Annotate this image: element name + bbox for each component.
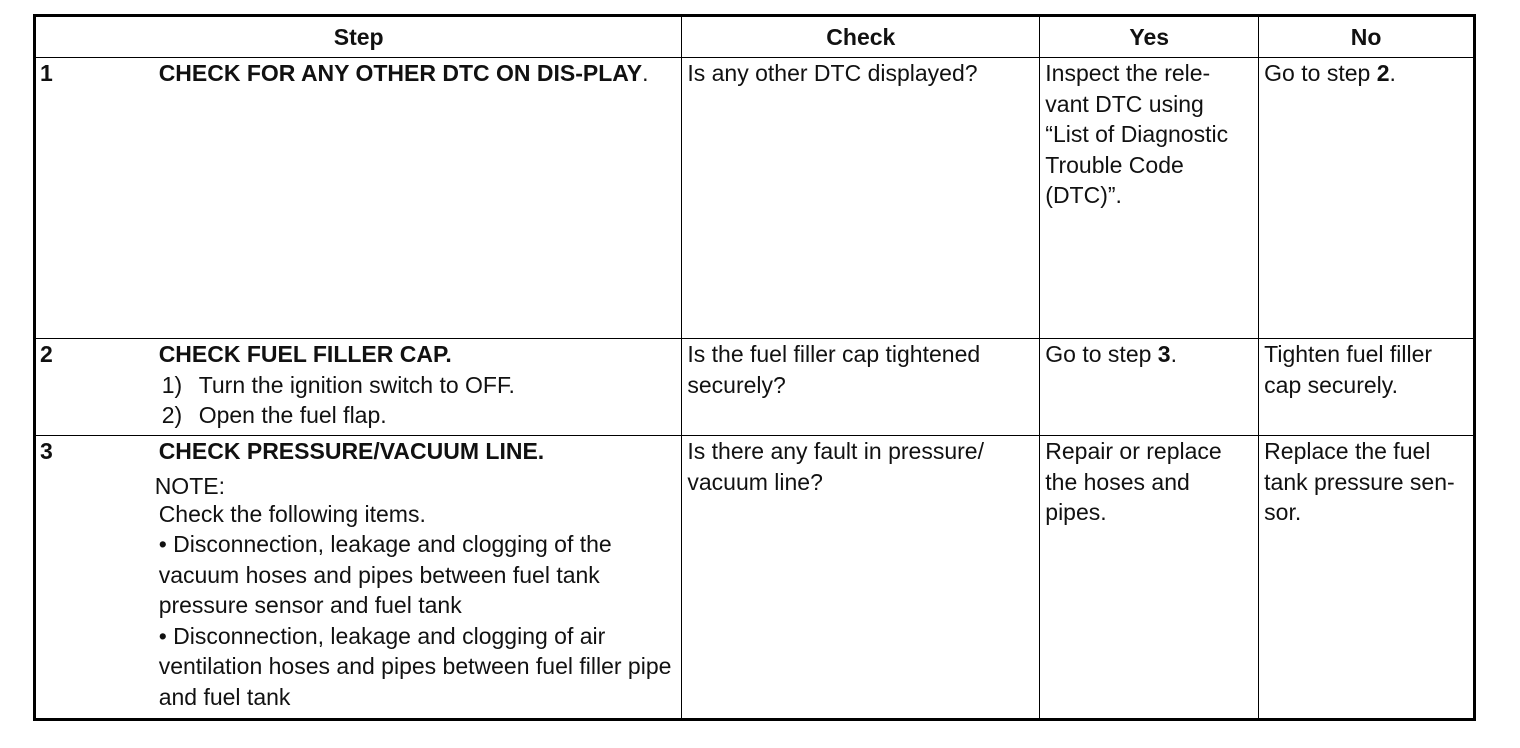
yes-action-period: . xyxy=(1170,341,1177,367)
yes-action: Inspect the rele-vant DTC using “List of Diagnostic Trouble Code (DTC)”. xyxy=(1040,58,1259,339)
table-row-step-2 xyxy=(35,339,1475,436)
no-action-period: . xyxy=(1389,60,1396,86)
table-header-row xyxy=(35,16,1475,58)
goto-step-number: 3 xyxy=(1157,341,1171,367)
no-action-text: Go to step xyxy=(1264,60,1377,86)
note-label: NOTE: xyxy=(154,472,225,499)
diagnostic-procedure-table xyxy=(33,14,1476,721)
yes-action-text: Go to step xyxy=(1045,341,1158,367)
step-title: CHECK FUEL FILLER CAP. xyxy=(158,341,452,367)
substep-number: 1) xyxy=(161,371,183,398)
yes-action: Repair or replace the hoses and pipes. xyxy=(1040,436,1259,720)
substep-text: Open the fuel flap. xyxy=(198,402,387,428)
header-yes: Yes xyxy=(1040,16,1259,58)
note-intro: Check the following items. xyxy=(158,500,426,527)
no-action: Tighten fuel filler cap securely. xyxy=(1259,339,1475,436)
header-step: Step xyxy=(35,16,682,58)
step-number: 2 xyxy=(35,339,151,436)
step-description xyxy=(151,436,682,720)
check-question: Is there any fault in pressure/ vacuum line? xyxy=(682,436,1040,720)
header-check: Check xyxy=(682,16,1040,58)
step-number: 3 xyxy=(35,436,151,720)
step-description xyxy=(151,58,682,339)
substep-number: 2) xyxy=(161,402,183,428)
step-description xyxy=(151,339,682,436)
table-row-step-1 xyxy=(35,58,1475,339)
no-action xyxy=(1259,58,1475,339)
step-title: CHECK FOR ANY OTHER DTC ON DIS-PLAY xyxy=(158,60,643,86)
step-title: CHECK PRESSURE/VACUUM LINE. xyxy=(158,438,545,464)
check-question: Is the fuel filler cap tightened securely? xyxy=(682,339,1040,436)
goto-step-number: 2 xyxy=(1376,60,1390,86)
substep-item xyxy=(159,370,677,401)
note-bullet-item: • Disconnection, leakage and clogging of the vacuum hoses and pipes between fuel tank pressure sensor and fuel tank xyxy=(159,529,677,621)
substep-item xyxy=(159,400,677,431)
note-bullet-item: • Disconnection, leakage and clogging of air ventilation hoses and pipes between fuel filler pipe and fuel tank xyxy=(159,621,677,713)
step-number: 1 xyxy=(35,58,151,339)
check-question: Is any other DTC displayed? xyxy=(682,58,1040,339)
header-no: No xyxy=(1259,16,1475,58)
step-title-period: . xyxy=(642,60,649,86)
substep-text: Turn the ignition switch to OFF. xyxy=(198,371,515,398)
yes-action xyxy=(1040,339,1259,436)
no-action: Replace the fuel tank pressure sen-sor. xyxy=(1259,436,1475,720)
table-row-step-3 xyxy=(35,436,1475,720)
